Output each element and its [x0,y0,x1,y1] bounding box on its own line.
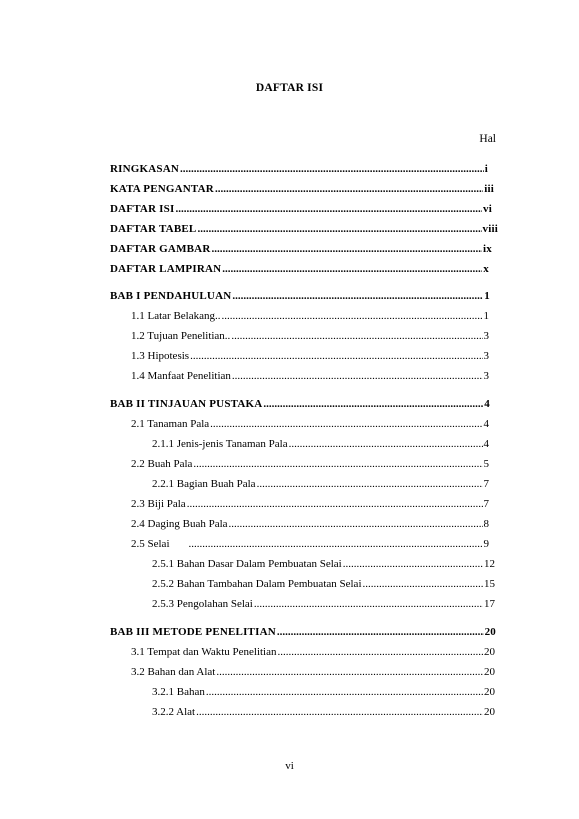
toc-entry-page: 3 [483,370,489,382]
toc-entry-page: 7 [483,498,489,510]
toc-leader-dots [277,626,484,639]
toc-entry-label: KATA PENGANTAR [110,183,214,195]
toc-entry-kata-pengantar [110,183,494,196]
toc-entry-bab-3 [110,626,496,639]
toc-entry-3-2 [131,666,495,679]
toc-entry-label: 2.4 Daging Buah Pala [131,518,228,530]
toc-leader-dots [231,330,482,343]
toc-entry-label: 2.1.1 Jenis-jenis Tanaman Pala [152,438,288,450]
toc-entry-1-2 [131,330,489,343]
toc-entry-page: 5 [483,458,489,470]
toc-entry-1-1 [131,310,489,323]
toc-entry-page: ix [483,243,492,255]
toc-entry-2-2 [131,458,489,471]
toc-leader-dots [216,666,483,679]
toc-entry-3-2-1 [152,686,495,699]
toc-entry-label: 2.5 Selai [131,538,170,550]
toc-entry-label: 2.5.2 Bahan Tambahan Dalam Pembuatan Selai [152,578,362,590]
toc-leader-dots [222,263,482,276]
toc-entry-page: i [484,163,488,175]
toc-entry-ringkasan [110,163,488,176]
toc-leader-dots [187,498,483,511]
toc-entry-label: DAFTAR ISI [110,203,175,215]
toc-entry-page: 20 [484,646,495,658]
toc-entry-2-1-1 [152,438,489,451]
toc-entry-page: 20 [484,626,496,638]
toc-entry-page: 3 [483,330,489,342]
toc-entry-label: DAFTAR GAMBAR [110,243,211,255]
toc-entry-page: 7 [483,478,489,490]
toc-entry-page: 9 [483,538,489,550]
toc-entry-label: 2.5.1 Bahan Dasar Dalam Pembuatan Selai [152,558,342,570]
toc-entry-label: 1.3 Hipotesis [131,350,190,362]
toc-entry-3-2-2 [152,706,495,719]
toc-entry-2-2-1 [152,478,489,491]
toc-leader-dots [196,706,483,719]
toc-entry-label: 1.4 Manfaat Penelitian [131,370,231,382]
toc-leader-dots [263,398,483,411]
toc-entry-2-5-2 [152,578,495,591]
page-title: DAFTAR ISI [255,82,324,94]
toc-entry-page: 20 [484,666,495,678]
toc-entry-label: BAB I PENDAHULUAN [110,290,232,302]
toc-leader-dots [232,370,483,383]
toc-entry-2-5-3 [152,598,495,611]
toc-leader-dots [278,646,484,659]
toc-entry-page: 1 [484,290,490,302]
toc-entry-page: 4 [484,398,490,410]
toc-leader-dots [175,203,482,216]
toc-entry-label: 3.2.2 Alat [152,706,196,718]
toc-entry-1-3 [131,350,489,363]
toc-entry-page: 20 [484,706,495,718]
toc-leader-dots [197,223,481,236]
toc-entry-page: iii [484,183,494,195]
toc-leader-dots [193,458,482,471]
toc-entry-3-1 [131,646,495,659]
toc-leader-dots [222,310,483,323]
toc-entry-daftar-tabel [110,223,498,236]
toc-entry-daftar-gambar [110,243,492,256]
toc-entry-2-3 [131,498,489,511]
toc-entry-2-5 [131,538,489,551]
toc-leader-dots [189,538,483,551]
toc-leader-dots [257,478,483,491]
toc-entry-label: 2.5.3 Pengolahan Selai [152,598,253,610]
toc-leader-dots [210,418,482,431]
toc-entry-page: 17 [484,598,495,610]
toc-entry-label: RINGKASAN [110,163,180,175]
toc-entry-2-4 [131,518,489,531]
page-number: vi [285,760,294,772]
toc-leader-dots [229,518,483,531]
toc-entry-label: 2.2 Buah Pala [131,458,193,470]
toc-entry-label: BAB II TINJAUAN PUSTAKA [110,398,263,410]
toc-entry-page: x [483,263,489,275]
toc-entry-label: 3.1 Tempat dan Waktu Penelitian [131,646,277,658]
toc-leader-dots [343,558,483,571]
toc-leader-dots [232,290,483,303]
toc-entry-page: viii [482,223,498,235]
toc-leader-dots [363,578,484,591]
toc-entry-page: 4 [483,418,489,430]
toc-entry-1-4 [131,370,489,383]
toc-entry-2-1 [131,418,489,431]
toc-leader-dots [289,438,483,451]
toc-entry-page: vi [483,203,492,215]
toc-entry-page: 8 [483,518,489,530]
toc-entry-bab-2 [110,398,490,411]
toc-leader-dots [180,163,484,176]
toc-entry-daftar-isi [110,203,492,216]
toc-entry-label: 3.2.1 Bahan [152,686,205,698]
toc-leader-dots [206,686,483,699]
toc-leader-dots [215,183,483,196]
toc-entry-label: 2.2.1 Bagian Buah Pala [152,478,256,490]
toc-entry-page: 12 [484,558,495,570]
toc-entry-label: DAFTAR LAMPIRAN [110,263,222,275]
toc-entry-label: 2.1 Tanaman Pala [131,418,210,430]
toc-leader-dots [211,243,482,256]
toc-leader-dots [254,598,483,611]
toc-entry-page: 20 [484,686,495,698]
toc-entry-label: 2.3 Biji Pala [131,498,186,510]
page-column-label: Hal [479,133,496,145]
toc-entry-2-5-1 [152,558,495,571]
toc-entry-label: 1.1 Latar Belakang.. [131,310,221,322]
toc-entry-page: 4 [483,438,489,450]
toc-entry-bab-1 [110,290,490,303]
toc-entry-page: 3 [483,350,489,362]
toc-entry-page: 15 [484,578,495,590]
toc-entry-label: 3.2 Bahan dan Alat [131,666,216,678]
toc-leader-dots [190,350,482,363]
toc-entry-label: 1.2 Tujuan Penelitian.. [131,330,231,342]
toc-entry-label: BAB III METODE PENELITIAN [110,626,276,638]
toc-entry-daftar-lampiran [110,263,489,276]
toc-entry-label: DAFTAR TABEL [110,223,197,235]
toc-entry-page: 1 [483,310,489,322]
